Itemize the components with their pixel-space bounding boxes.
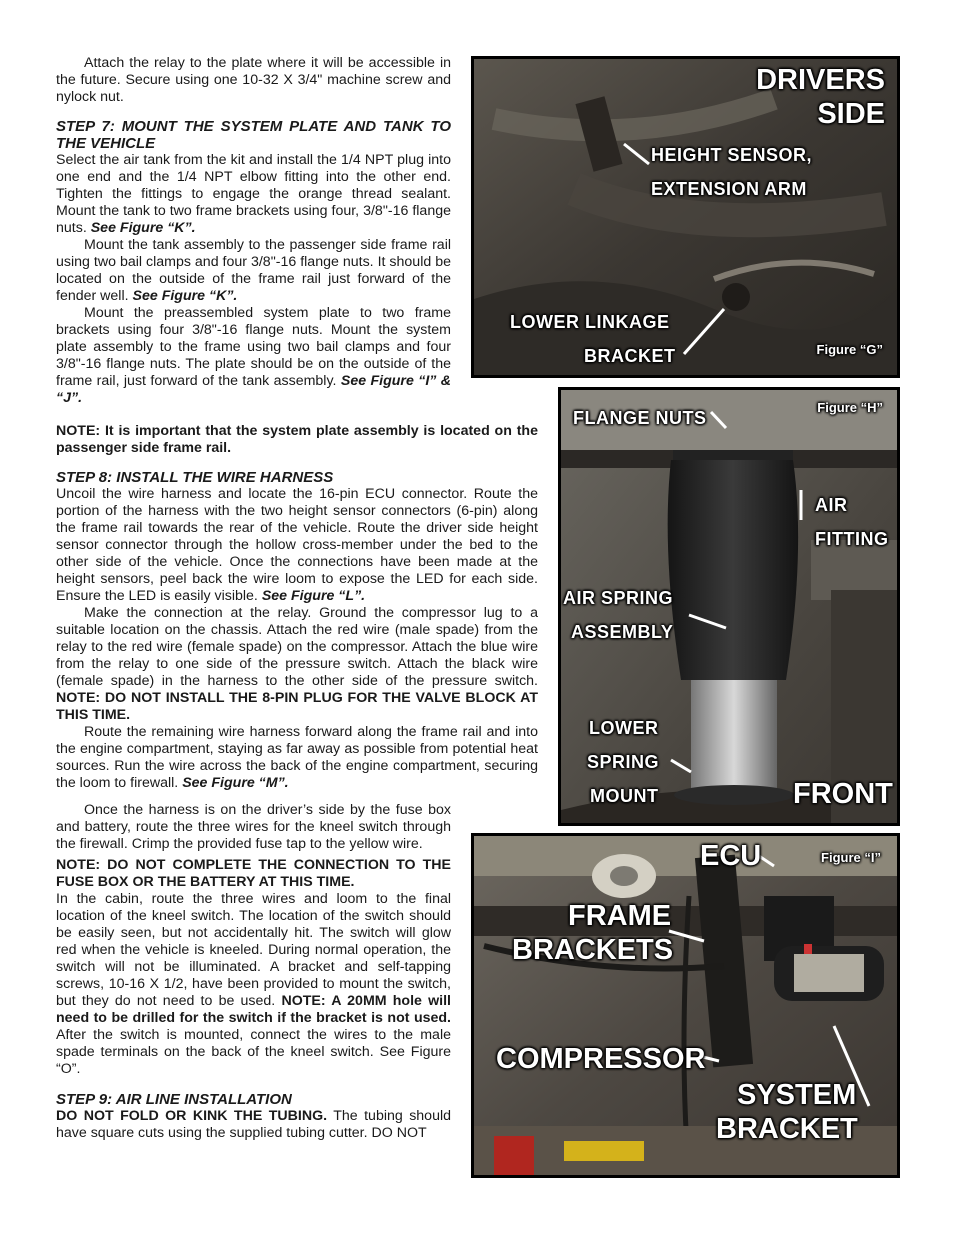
label-ecu: ECU [700,840,762,872]
label-assembly: ASSEMBLY [571,622,674,642]
figure-h-caption: Figure “H” [817,400,883,415]
step7-p2-text: Mount the tank assembly to the passenger side frame rail using two bail clamps and four 3/8"-16 flange nuts. It should be located on the outside of the frame rail just forward of the fender well. [56,237,451,304]
label-air-spring: AIR SPRING [563,588,674,608]
drivers-side-line-1: DRIVERS [756,64,885,96]
figure-ref-k-2: See Figure “K”. [132,288,238,304]
figure-h-photo [558,387,900,826]
step9-heading: STEP 9: AIR LINE INSTALLATION [56,1091,292,1108]
text-column-middle [56,423,538,792]
figure-ref-l: See Figure “L”. [261,588,366,604]
figure-ref-k: See Figure “K”. [90,220,196,236]
step8-p3-text: Route the remaining wire harness forward along the frame rail and into the engine compartment, staying as far away as possible from potential heat sources. Run the wire across the back of the engine compartment, securing the loom to firewall. [56,724,538,791]
step8-note-2: NOTE: DO NOT COMPLETE THE CONNECTION TO THE FUSE BOX OR THE BATTERY AT THIS TIME. [56,857,451,890]
label-lower-linkage: LOWER LINKAGE [510,312,670,332]
text-column-bottom [56,802,451,1142]
step8-p2-note: NOTE: DO NOT INSTALL THE 8-PIN PLUG FOR THE VALVE BLOCK AT THIS TIME. [56,690,538,723]
label-bracket: BRACKET [584,346,676,366]
intro-paragraph: Attach the relay to the plate where it will be accessible in the future. Secure using one 10-32 X 3/4" machine screw and nylock nut. [56,55,451,105]
label-mount: MOUNT [590,786,659,806]
step8-p5-note: NOTE: A 20MM hole will need to be drilled for the switch if the bracket is not used. [56,993,451,1026]
drivers-side-title [756,63,885,131]
label-lower: LOWER [589,718,659,738]
label-system: SYSTEM [737,1079,857,1111]
step7-note: NOTE: It is important that the system plate assembly is located on the passenger side frame rail. [56,423,538,456]
step9-warning: DO NOT FOLD OR KINK THE TUBING. [56,1108,328,1124]
text-column-top [56,55,451,407]
step7-paragraph-1 [56,152,451,237]
step9-p1-text: The tubing should have square cuts using the supplied tubing cutter. DO NOT [56,1108,451,1141]
step8-heading: STEP 8: INSTALL THE WIRE HARNESS [56,469,334,486]
step7-paragraph-2 [56,237,451,305]
label-flange-nuts: FLANGE NUTS [573,408,707,428]
label-compressor: COMPRESSOR [496,1043,706,1075]
step8-p5-text: In the cabin, route the three wires and loom to the final location of the kneel switch. The location of the switch should be easily seen, but not accidentally hit. The switch will glow red when the vehicle is kneeled. During normal operation, the switch will not be illuminated. A bracket and self-tapping screws, 10-16 X 1/2, have been provided to mount the switch, but they do not need to be used. [56,891,451,1009]
figure-ref-m: See Figure “M”. [182,775,289,791]
figure-g-photo [471,56,900,378]
step7-paragraph-3 [56,305,451,407]
figure-g-caption: Figure “G” [816,342,883,357]
label-height-sensor: HEIGHT SENSOR, [651,145,813,165]
step8-paragraph-1 [56,486,538,605]
drivers-side-line-2: SIDE [817,98,885,130]
step7-p3-text: Mount the preassembled system plate to two frame brackets using four 3/8"-16 flange nuts. Mount the system plate assembly to the frame using two bail clamps and four 3/8"-16 flange nuts. The plate should be on the outside of the frame rail, just forward of the tank assembly. [56,305,451,389]
figure-i-photo [471,833,900,1178]
label-brackets: BRACKETS [512,934,674,966]
label-extension-arm: EXTENSION ARM [651,179,807,199]
step8-p2-text: Make the connection at the relay. Ground the compressor lug to a suitable location on the chassis. Attach the red wire (male spade) from the relay to the red wire (female spade) on the compressor. Attach the blue wire from the relay to one side of the pressure switch. Attach the black wire (female spade) in the harness to the other side of the pressure switch. [56,605,538,689]
label-spring: SPRING [587,752,660,772]
label-fitting: FITTING [815,529,889,549]
step7-p1-text: Select the air tank from the kit and install the 1/4 NPT plug into one end and the 1/4 NPT elbow fitting into the other end. Tighten the fittings to engage the orange thread sealant. Mount the tank to two frame brackets using four, 3/8"-16 flange nuts. [56,152,451,236]
step8-p1-text: Uncoil the wire harness and locate the 16-pin ECU connector. Route the portion of the harness with the two height sensor connectors (6-pin) along the frame rail towards the rear of the vehicle. Route the driver side height sensor connector through the hollow cross-member under the bed to the other side of the vehicle. Once the connections have been made at the height sensors, peel back the wire loom to expose the LED for each side. Ensure the LED is easily visible. [56,486,538,604]
figure-i-caption: Figure “I” [821,850,881,865]
step8-paragraph-5 [56,891,451,1078]
figure-ref-i-j: See Figure “I” & “J”. [56,373,452,406]
label-system-bracket: BRACKET [716,1113,858,1145]
step8-p5-tail: After the switch is mounted, connect the wires to the male spade terminals on the back of the kneel switch. See Figure “O”. [56,1027,451,1077]
step8-paragraph-2 [56,605,538,724]
label-air: AIR [815,495,848,515]
step8-paragraph-3 [56,724,538,792]
step7-heading: STEP 7: MOUNT THE SYSTEM PLATE AND TANK TO THE VEHICLE [56,118,451,152]
label-front: FRONT [793,778,893,810]
step8-paragraph-4: Once the harness is on the driver’s side by the fuse box and battery, route the three wires for the kneel switch through the firewall. Crimp the provided fuse tap to the yellow wire. [56,802,451,852]
step9-paragraph-1 [56,1108,451,1142]
label-frame: FRAME [568,900,672,932]
